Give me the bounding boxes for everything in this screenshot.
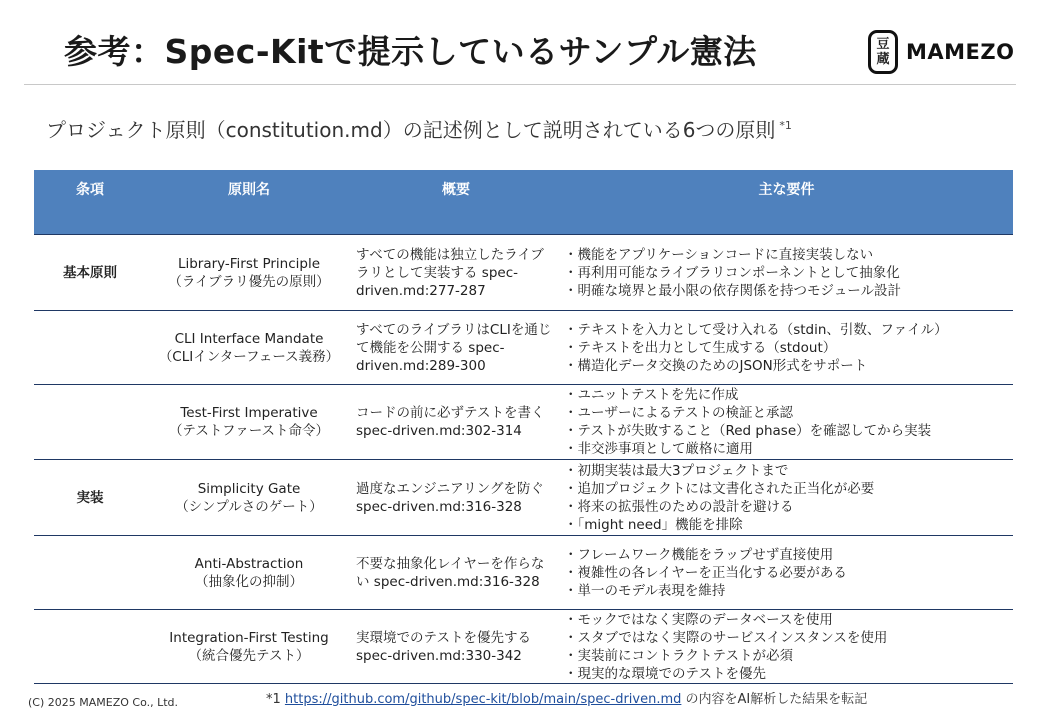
copyright: (C) 2025 MAMEZO Co., Ltd. — [28, 696, 179, 709]
requirement-item: ・ユニットテストを先に作成 — [564, 387, 739, 403]
requirement-item: ・現実的な環境でのテストを優先 — [564, 665, 766, 682]
requirement-item: ・明確な境界と最小限の依存関係を持つモジュール設計 — [564, 282, 901, 299]
header-article: 条項 — [34, 170, 146, 235]
row-requirements — [560, 385, 1013, 460]
principle-name-ja: （シンプルさのゲート） — [175, 498, 323, 515]
principle-name-ja: （ライブラリ優先の原則） — [168, 273, 330, 290]
principle-name-en: Simplicity Gate — [197, 480, 301, 497]
requirement-item: ・構造化データ交換のためのJSON形式をサポート — [564, 357, 868, 374]
principle-name-en: Library-First Principle — [177, 255, 321, 272]
requirement-item: ・「might need」機能を排除 — [564, 516, 743, 533]
row-requirements — [560, 460, 1013, 536]
page-title: 参考：Spec-Kitで提示しているサンプル憲法 — [64, 32, 757, 71]
header-name: 原則名 — [146, 170, 352, 235]
requirement-item: ・テキストを入力として受け入れる（stdin、引数、ファイル） — [564, 321, 948, 338]
requirement-item: ・テキストを出力として生成する（stdout） — [564, 339, 837, 356]
requirement-item: ・再利用可能なライブラリコンポーネントとして抽象化 — [564, 264, 900, 281]
subtitle — [46, 114, 792, 143]
requirement-item: ・実装前にコントラクトテストが必須 — [564, 647, 793, 664]
requirement-item: ・複雑性の各レイヤーを正当化する必要がある — [564, 564, 847, 581]
footnote — [266, 688, 867, 707]
row-principle-name — [146, 385, 352, 460]
table-header-row — [34, 170, 1013, 235]
row-requirements — [560, 311, 1013, 385]
table-row — [34, 536, 1013, 610]
title-divider — [24, 84, 1016, 85]
principle-name-en: Test-First Imperative — [180, 405, 318, 421]
footnote-link[interactable]: https://github.com/github/spec-kit/blob/main/spec-driven.md — [284, 692, 682, 707]
requirement-item: ・初期実装は最大3プロジェクトまで — [564, 462, 789, 479]
row-summary: 実環境でのテストを優先する spec-driven.md:330-342 — [352, 610, 560, 684]
principle-name-en: CLI Interface Mandate — [174, 330, 324, 347]
requirement-item: ・フレームワーク機能をラップせず直接使用 — [564, 546, 834, 563]
requirement-item: ・将来の拡張性のための設計を避ける — [564, 498, 794, 515]
requirement-item: ・モックではなく実際のデータベースを使用 — [564, 611, 833, 628]
footnote-suffix: の内容をAI解析した結果を転記 — [681, 692, 868, 707]
logo-text: MAMEZO — [906, 40, 1015, 64]
principle-name-ja: （テストファースト命令） — [168, 423, 330, 439]
table-row — [34, 385, 1013, 460]
footnote-prefix: *1 — [266, 692, 285, 707]
row-article: 基本原則 — [34, 235, 146, 311]
logo-mark-bottom: 蔵 — [876, 52, 890, 67]
row-article — [34, 610, 146, 684]
row-summary: コードの前に必ずテストを書く spec-driven.md:302-314 — [352, 385, 560, 460]
row-principle-name — [146, 235, 352, 311]
row-principle-name — [146, 536, 352, 610]
table-row — [34, 610, 1013, 684]
principle-name-ja: （CLIインターフェース義務） — [158, 348, 340, 365]
row-summary: 不要な抽象化レイヤーを作らない spec-driven.md:316-328 — [352, 536, 560, 610]
row-principle-name — [146, 311, 352, 385]
principle-name-en: Integration-First Testing — [169, 629, 329, 646]
table-row — [34, 460, 1013, 536]
subtitle-footnote-ref: *1 — [779, 119, 792, 133]
header-summary: 概要 — [352, 170, 560, 235]
requirement-item: ・テストが失敗すること（Red phase）を確認してから実装 — [564, 423, 932, 439]
requirement-item: ・スタブではなく実際のサービスインスタンスを使用 — [564, 629, 888, 646]
row-article — [34, 311, 146, 385]
row-principle-name — [146, 460, 352, 536]
logo-mark-top: 豆 — [876, 37, 890, 52]
row-principle-name — [146, 610, 352, 684]
row-requirements — [560, 536, 1013, 610]
table-row — [34, 311, 1013, 385]
row-article: 実装 — [34, 460, 146, 536]
requirement-item: ・機能をアプリケーションコードに直接実装しない — [564, 246, 874, 263]
row-requirements — [560, 235, 1013, 311]
table-row — [34, 235, 1013, 311]
row-requirements — [560, 610, 1013, 684]
principle-name-ja: （統合優先テスト） — [188, 647, 310, 664]
requirement-item: ・ユーザーによるテストの検証と承認 — [564, 405, 793, 421]
row-article — [34, 536, 146, 610]
principle-name-ja: （抽象化の抑制） — [195, 573, 303, 590]
row-summary: 過度なエンジニアリングを防ぐ spec-driven.md:316-328 — [352, 460, 560, 536]
logo-mark-icon — [868, 30, 898, 74]
row-summary: すべてのライブラリはCLIを通じて機能を公開する spec-driven.md:289-300 — [352, 311, 560, 385]
row-summary: すべての機能は独立したライブラリとして実装する spec-driven.md:277-287 — [352, 235, 560, 311]
header-requirements: 主な要件 — [560, 170, 1013, 235]
requirement-item: ・非交渉事項として厳格に適用 — [564, 441, 753, 457]
principles-table — [34, 170, 1013, 684]
principle-name-en: Anti-Abstraction — [194, 555, 304, 572]
subtitle-text: プロジェクト原則（constitution.md）の記述例として説明されている6つの原則 — [46, 118, 776, 142]
row-article — [34, 385, 146, 460]
mamezo-logo — [868, 30, 1014, 74]
requirement-item: ・単一のモデル表現を維持 — [564, 582, 726, 599]
requirement-item: ・追加プロジェクトには文書化された正当化が必要 — [564, 480, 875, 497]
